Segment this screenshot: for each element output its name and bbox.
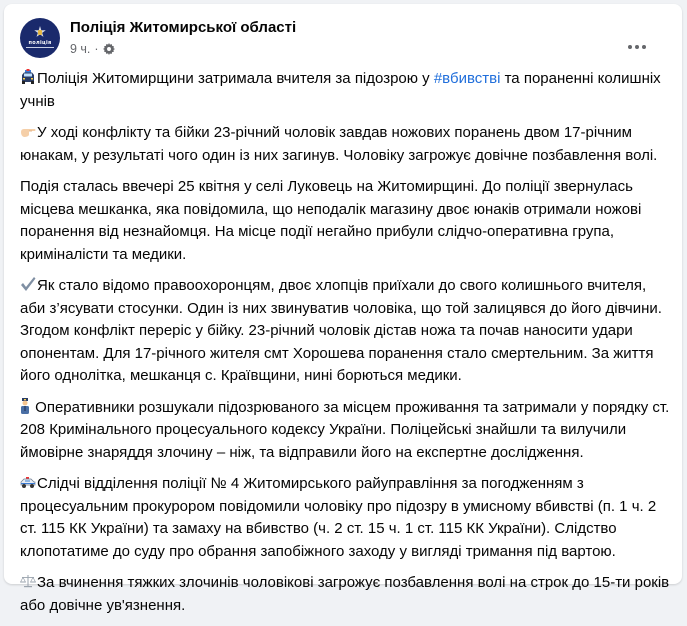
post-body xyxy=(20,68,670,626)
post-paragraph xyxy=(20,572,670,617)
pointing-hand-icon xyxy=(20,123,36,139)
police-car-icon xyxy=(20,69,36,85)
post-paragraph xyxy=(20,68,670,113)
post-paragraph xyxy=(20,176,670,266)
police-officer-icon xyxy=(20,398,30,414)
post-card xyxy=(4,4,682,614)
paragraph-text: та пораненні колишніх учнів xyxy=(20,70,661,110)
scales-icon xyxy=(20,573,36,589)
post-time[interactable]: 9 ч. xyxy=(70,42,91,56)
separator: · xyxy=(94,42,99,56)
gear-icon[interactable] xyxy=(103,43,115,55)
police-car-side-icon xyxy=(20,474,36,490)
paragraph-text: Поліція Житомирщини затримала вчителя за підозрою у xyxy=(37,70,434,87)
post-paragraph xyxy=(20,473,670,563)
avatar-sublabel xyxy=(26,47,54,48)
paragraph-text: Подія сталась ввечері 25 квітня у селі Луковець на Житомирщині. До поліції звернулась місцева мешканка, яка повідомила, що неподалік магазину двоє юнаків отримали ножові поранення від незнайомця. На місце події негайно прибули слідчо-оперативна група, криміналісти та медики. xyxy=(20,178,642,263)
trident-icon xyxy=(38,30,42,35)
post-paragraph xyxy=(20,275,670,388)
post-paragraph xyxy=(20,397,670,465)
more-options-icon xyxy=(628,45,632,49)
paragraph-text: За вчинення тяжких злочинів чоловікові загрожує позбавлення волі на строк до 15-ти років або довічне ув'язнення. xyxy=(20,574,670,614)
avatar-label: поліція xyxy=(28,40,52,46)
page-name[interactable]: Поліція Житомирської області xyxy=(70,19,297,36)
paragraph-text: Слідчі відділення поліції № 4 Житомирського райуправління за погодженням з процесуальним прокурором повідомили чоловіку про підозру в умисному вбивстві (п. 1 ч. 2 ст. 115 КК України) та замаху на вбивство (ч. 2 ст. 15 ч. 1 ст. 115 КК України). Слідство клопотатиме до суду про обрання запобіжного заходу у вигляді тримання під вартою. xyxy=(20,475,657,560)
paragraph-text: Як стало відомо правоохоронцям, двоє хлопців приїхали до свого колишнього вчителя, аби з’ясувати стосунки. Один із них звинуватив чоловіка, що той залицявся до його дівчини. Згодом конфлікт переріс у бійку. 23-річний чоловік дістав ножа та почав наносити удари опонентам. Для 17-річного жителя смт Хорошева поранення стало смертельним. За життя його однолітка, мешканця с. Краївщини, нині борються медики. xyxy=(20,277,662,384)
paragraph-text: У ході конфлікту та бійки 23-річний чоловік завдав ножових поранень двом 17-річним юнакам, у результаті чого один із них загинув. Чоловіку загрожує довічне позбавлення волі. xyxy=(20,124,658,164)
post-header xyxy=(20,16,660,60)
more-options-button[interactable] xyxy=(628,44,646,50)
check-mark-icon xyxy=(20,276,36,292)
paragraph-text: Оперативники розшукали підозрюваного за місцем проживання та затримали у порядку ст. 208 Кримінального процесуального кодексу України. Поліцейські знайшли та вилучили ймовірне знаряддя злочину – ніж, та відправили його на експертне дослідження. xyxy=(20,398,670,461)
post-paragraph xyxy=(20,122,670,167)
avatar[interactable] xyxy=(20,18,60,58)
post-meta xyxy=(70,42,115,56)
hashtag-link[interactable]: #вбивстві xyxy=(433,70,501,87)
